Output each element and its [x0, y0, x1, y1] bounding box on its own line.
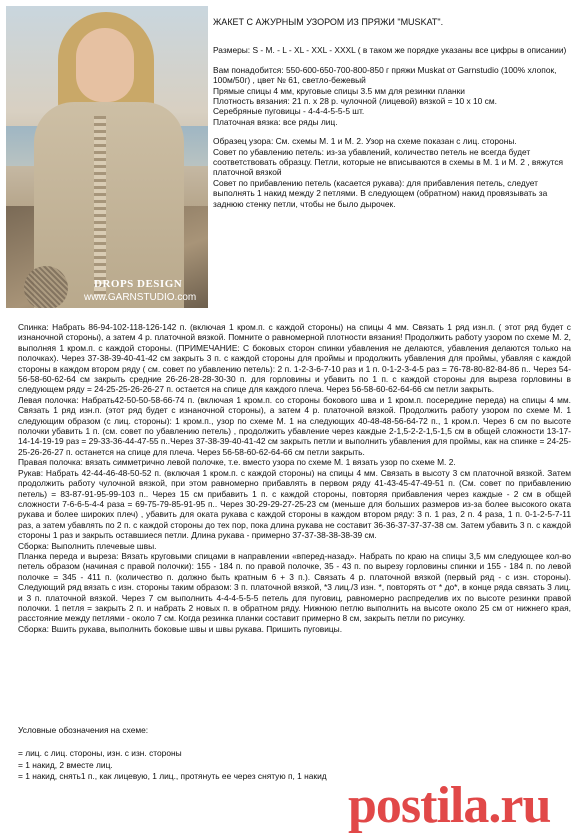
logo-brand: DROPS DESIGN: [94, 278, 183, 290]
materials-line: Вам понадобится: 550-600-650-700-800-850 г пряжи Muskat от Garnstudio (100% хлопок, 100м/50г) , цвет № 61, светло-бежевый: [213, 64, 557, 86]
note-text: Образец узора: См. схемы М. 1 и М. 2. Узор на схеме показан с лиц. стороны.: [213, 136, 517, 147]
logo-site: www.GARNSTUDIO.com: [84, 292, 197, 303]
drops-logo: [76, 274, 208, 308]
legend-title: Условные обозначения на схеме:: [18, 725, 149, 735]
chart-legend: [18, 725, 571, 783]
paragraph-back: Спинка: Набрать 86-94-102-118-126-142 п. (включая 1 кром.п. с каждой стороны) на спицы 4 мм. Связать 1 ряд изн.п. ( этот ряд будет с изнаночной стороны), а затем 4 р. платочной вязкой. Помните о равномерной плотности вязания! Продолжить работу узором по схеме М. 2, выполняя 1 кром.п. с каждой стороны. (ПРИМЕЧАНИЕ: С боковых сторон спинки убавления не делаются, убавления делаются только на полочках). Через 37-38-39-40-41-42 см закрыть 3 п. с каждой стороны для проймы и продолжить убавления для проймы, убавляя с каждой стороны в каждом втором ряду ( см. совет по убавлению петель): 2 п. 1-2-3-6-7-10 раз и 1 п. 0-1-2-3-4-5 раз = 76-78-80-82-84-86 п.. Через 54-56-58-60-62-64 см закрыть средние 26-26-28-28-30-30 п. для горловины и убавить по 1 п. с каждой стороны для выреза горловины в следующем ряду = 24-25-25-26-26-27 п. остается на спице для каждого плеча. Через 56-58-60-62-64-66 см петли закрыть.: [18, 322, 571, 395]
paragraph-right-front: Правая полочка: вязать симметрично левой полочке, т.е. вместо узора по схеме М. 1 вязать узор по схеме М. 2.: [18, 457, 456, 468]
materials-line: Прямые спицы 4 мм, круговые спицы 3.5 мм для резинки планки: [213, 85, 465, 96]
materials-line: Платочная вязка: все ряды лиц.: [213, 116, 338, 127]
paragraph-final-assembly: Сборка: Вшить рукава, выполнить боковые швы и швы рукава. Пришить пуговицы.: [18, 623, 343, 634]
yarn-ball-icon: [24, 266, 68, 308]
legend-item: = 1 накид, 2 вместе лиц.: [18, 759, 113, 770]
header-block: [213, 17, 575, 209]
legend-item: = лиц. с лиц. стороны, изн. с изн. стороны: [18, 748, 182, 758]
photo-lace-pattern: [94, 116, 106, 296]
sizes-text: Размеры: S - M. - L - XL - XXL - XXXL ( в таком же порядке указаны все цифры в описании): [213, 45, 567, 56]
page-title: ЖАКЕТ С АЖУРНЫМ УЗОРОМ ИЗ ПРЯЖИ "MUSKAT".: [213, 17, 444, 27]
materials-line: Плотность вязания: 21 п. х 28 р. чулочной (лицевой) вязкой = 10 х 10 см.: [213, 96, 497, 107]
instructions-body: [18, 322, 571, 634]
watermark: postila.ru: [348, 777, 551, 834]
paragraph-band: Планка переда и выреза: Вязать круговыми спицами в направлении «вперед-назад». Набрать по краю на спицы 3,5 мм следующее кол-во петель образом (начиная с правой полочки): 155 - 184 п. по правой полочке, 35 - 43 п. по вырезу горловины спинки и 155 - 184 п. по левой полочке = 345 - 411 п. (количество п. должно быть кратным 6 + 3 п.). Связать 4 р. платочной вязкой (первый ряд - с изн. стороны). Следующий ряд вязать с изн. стороны таким образом: 3 п. платочной вязкой, *3 лиц./3 изн. *, повторять от * до*, в конце ряда связать 3 лиц. и 3 п. платочной вязкой. Через 7 см выполнить 4-4-4-5-5-5 петель для пуговиц, равномерно распределив их по высоте резинки правой полочки. 1 петля = закрыть 2 п. и набрать 2 новых п. в обратном ряду. Нижнюю петлю выполнить на высоте около 25 см от нижнего края, расстояние между петлями - около 7 см. Когда резинка планки составит примерно 8 см, закрыть петли по рисунку.: [18, 550, 571, 624]
product-photo: [6, 6, 208, 308]
note-text: Совет по убавлению петель: из-за убавлений, количество петель не всегда будет соответствовать образцу. Петли, которые не вписываются в схемы в М. 1 и М. 2 , вяжутся платочной вязкой: [213, 146, 564, 178]
legend-item: = 1 накид, снять1 п., как лицевую, 1 лиц., протянуть ее через снятую п, 1 накид: [18, 771, 327, 781]
paragraph-sleeve: Рукав: Набрать 42-44-46-48-50-52 п. (включая 1 кром.п. с каждой стороны) на спицы 4 мм. Связать в высоту 3 см платочной вязкой. Затем продолжить работу чулочной вязкой, при этом равномерно прибавлять в первом ряду 41-43-45-47-49-51 п. (См. совет по прибавлению петель) = 83-87-91-95-99-103 п.. Через 15 см прибавить 1 п. с каждой стороны, повторяя прибавления через каждые - 2 см в общей сложности 7-6-6-5-4-4 раза = 69-75-79-85-91-95 п.. Через 30-29-29-27-25-23 см (меньше для больших размеров из-за более высокого оката рукава и более широких плеч) , убавить для оката рукава с каждой стороны в каждом втором ряду: 3 п. 1 раз, 2 п. 4 раза, 1 п. 0-1-2-5-7-11 раз, а затем убавлять по 2 п. с каждой стороны до тех пор, пока длина рукава не составит 36-36-37-37-37-38 см. Затем убавить 3 п. с каждой стороны 1 раз и закрыть оставшиеся петли. Длина рукава - примерно 37-37-38-38-38-39 см.: [18, 467, 571, 541]
materials-line: Серебряные пуговицы - 4-4-4-5-5-5 шт.: [213, 106, 365, 117]
paragraph-left-front: Левая полочка: Набрать42-50-50-58-66-74 п. (включая 1 кром.п. со стороны бокового шва и 1 кром.п. посередине переда) на спицы 4 мм. Связать 1 ряд изн.п. (этот ряд будет с изнаночной стороны), а затем 4 р. платочной вязкой. Продолжить работу узором по схеме М. 1 следующим образом (с лиц. стороны): 1 кром.п., узор по схеме М. 1 на следующих 40-48-48-56-64-72 п., 1 кром.п. Через 6 см по высоте полочки убавить 1 п. (см. совет по убавлению петель) , продолжить убавление через каждые 2-1,5-2-2-1,5-1,5 см в общей сложности 13-17-14-14-19-19 раз = 29-33-36-44-47-55 п..Через 37-38-39-40-41-42 см закрыть петли и выполнить убавления для проймы, как на спинке = 24-25-25-26-26-27 п. останется на спице для плеча. Через 56-58-60-62-64-66 см петли закрыть.: [18, 394, 571, 457]
photo-model-face: [76, 28, 134, 102]
note-text: Совет по прибавлению петель (касается рукава): для прибавления петель, следует выполнять 1 накид между 2 петлями. В следующем (обратном) накид провязывать за заднюю стенку петли, чтобы не было дырочек.: [213, 177, 548, 209]
paragraph-assembly: Сборка: Выполнить плечевые швы.: [18, 540, 157, 551]
